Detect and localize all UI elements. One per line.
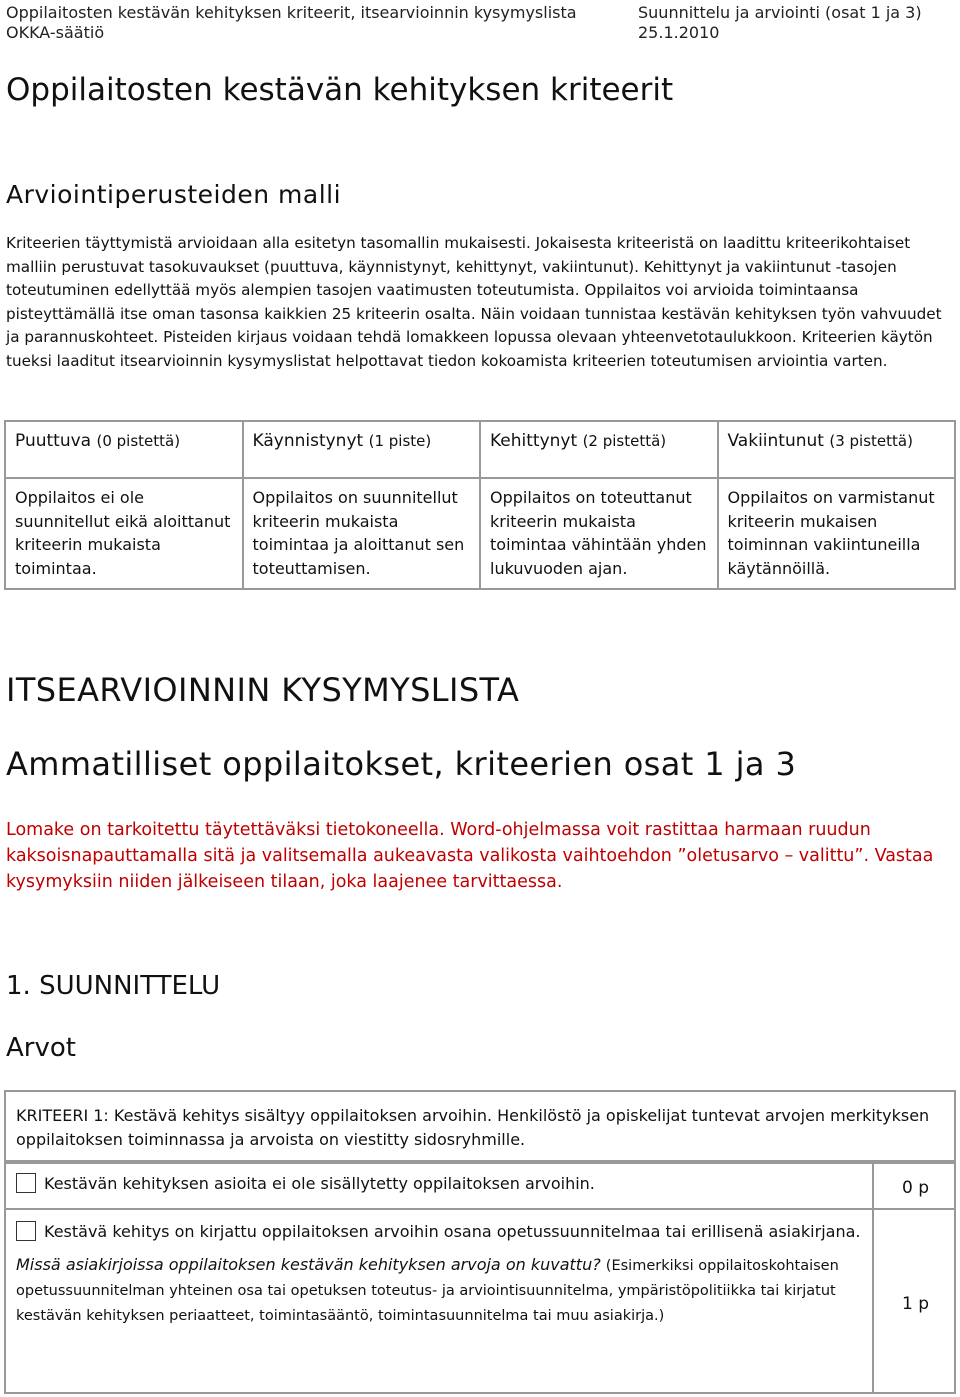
header-doc-title: Oppilaitosten kestävän kehityksen kriteerit, itsearvioinnin kysymyslista — [6, 3, 577, 22]
option-1-text: Kestävä kehitys on kirjattu oppilaitoksen arvoihin osana opetussuunnitelmaa tai erillisenä asiakirjana. — [44, 1222, 861, 1241]
level-points: (2 pistettä) — [582, 432, 667, 450]
option-1-checkbox[interactable] — [16, 1221, 36, 1241]
level-name: Puuttuva — [15, 431, 92, 451]
document-header-left — [6, 3, 577, 43]
document-header-right — [638, 3, 922, 43]
level-name: Käynnistynyt — [252, 431, 364, 451]
level-header-kaynnistynyt — [243, 421, 481, 478]
page-title: Oppilaitosten kestävän kehityksen kriteerit — [6, 72, 674, 108]
level-header-vakiintunut — [718, 421, 956, 478]
option-0-text: Kestävän kehityksen asioita ei ole sisällytetty oppilaitoksen arvoihin. — [44, 1174, 595, 1193]
level-points: (0 pistettä) — [96, 432, 181, 450]
scale-description-row — [5, 478, 955, 589]
option-row-0 — [4, 1162, 874, 1210]
criterion-1: KRITEERI 1: Kestävä kehitys sisältyy oppilaitoksen arvoihin. Henkilöstö ja opiskelijat tuntevat arvojen merkityksen oppilaitoksen toiminnassa ja arvoista on viestitty sidosryhmille. — [4, 1090, 956, 1162]
assessment-scale-table — [4, 420, 956, 590]
form-title: ITSEARVIOINNIN KYSYMYSLISTA — [6, 671, 520, 709]
form-subtitle: Ammatilliset oppilaitokset, kriteerien osat 1 ja 3 — [6, 745, 797, 783]
level-points: (3 pistettä) — [829, 432, 913, 450]
option-1-points: 1 p — [872, 1208, 956, 1394]
level-points: (1 piste) — [368, 432, 432, 450]
level-description-puuttuva: Oppilaitos ei ole suunnitellut eikä aloittanut kriteerin mukaista toimintaa. — [5, 478, 243, 589]
level-header-kehittynyt — [480, 421, 718, 478]
option-0-checkbox[interactable] — [16, 1173, 36, 1193]
level-description-vakiintunut: Oppilaitos on varmistanut kriteerin mukaisen toiminnan vakiintuneilla käytännöillä. — [718, 478, 956, 589]
header-organization: OKKA-säätiö — [6, 23, 105, 42]
section-heading: 1. SUUNNITTELU — [6, 971, 221, 1001]
option-1-hint: (Esimerkiksi oppilaitoskohtaisen opetussuunnitelman yhteinen osa tai opetuksen toteutus- ja arviointisuunnitelma, ympäristöpolitiikka tai kirjatut kestävän kehityksen periaatteet, toimintasääntö, toimintasuunnitelma tai muu asiakirja.) — [16, 1258, 839, 1324]
level-name: Vakiintunut — [727, 431, 824, 451]
level-header-puuttuva — [5, 421, 243, 478]
option-1-question-block[interactable] — [16, 1253, 862, 1328]
section-title: Arviointiperusteiden malli — [6, 180, 342, 209]
option-0-points: 0 p — [872, 1162, 956, 1210]
level-description-kehittynyt: Oppilaitos on toteuttanut kriteerin mukaista toimintaa vähintään yhden lukuvuoden ajan. — [480, 478, 718, 589]
subsection-heading: Arvot — [6, 1033, 76, 1063]
header-section-info: Suunnittelu ja arviointi (osat 1 ja 3) — [638, 3, 922, 22]
form-instructions: Lomake on tarkoitettu täytettäväksi tietokoneella. Word-ohjelmassa voit rastittaa harmaan ruudun kaksoisnapauttamalla sitä ja valitsemalla aukeavasta valikosta vaihtoehdon ”oletusarvo – valittu”. Vastaa kysymyksiin niiden jälkeiseen tilaan, joka laajenee tarvittaessa. — [6, 820, 934, 892]
option-1-question: Missä asiakirjoissa oppilaitoksen kestävän kehityksen arvoja on kuvattu? — [16, 1255, 601, 1274]
scale-header-row — [5, 421, 955, 478]
level-name: Kehittynyt — [490, 431, 578, 451]
intro-paragraph: Kriteerien täyttymistä arvioidaan alla esitetyn tasomallin mukaisesti. Jokaisesta kriteeristä on laadittu kriteerikohtaiset malliin perustuvat tasokuvaukset (puuttuva, käynnistynyt, kehittynyt, vakiintunut). Kehittynyt ja vakiintunut -tasojen toteutuminen edellyttää myös alempien tasojen vaatimusten toteutumista. Oppilaitos voi arvioida toimintaansa pisteyttämällä itse oman tasonsa kaikkien 25 kriteerin osalta. Näin voidaan tunnistaa kestävän kehityksen työn vahvuudet ja parannuskohteet. Pisteiden kirjaus voidaan tehdä lomakkeen lopussa olevaan yhteenvetotaulukkoon. Kriteerien käytön tueksi laaditut itsearvioinnin kysymyslistat helpottavat tiedon kokoamista kriteerien toteutumisen arviointia varten. — [6, 234, 942, 370]
level-description-kaynnistynyt: Oppilaitos on suunnitellut kriteerin mukaista toimintaa ja aloittanut sen toteuttamisen. — [243, 478, 481, 589]
header-date: 25.1.2010 — [638, 23, 720, 42]
option-row-1 — [4, 1208, 874, 1394]
